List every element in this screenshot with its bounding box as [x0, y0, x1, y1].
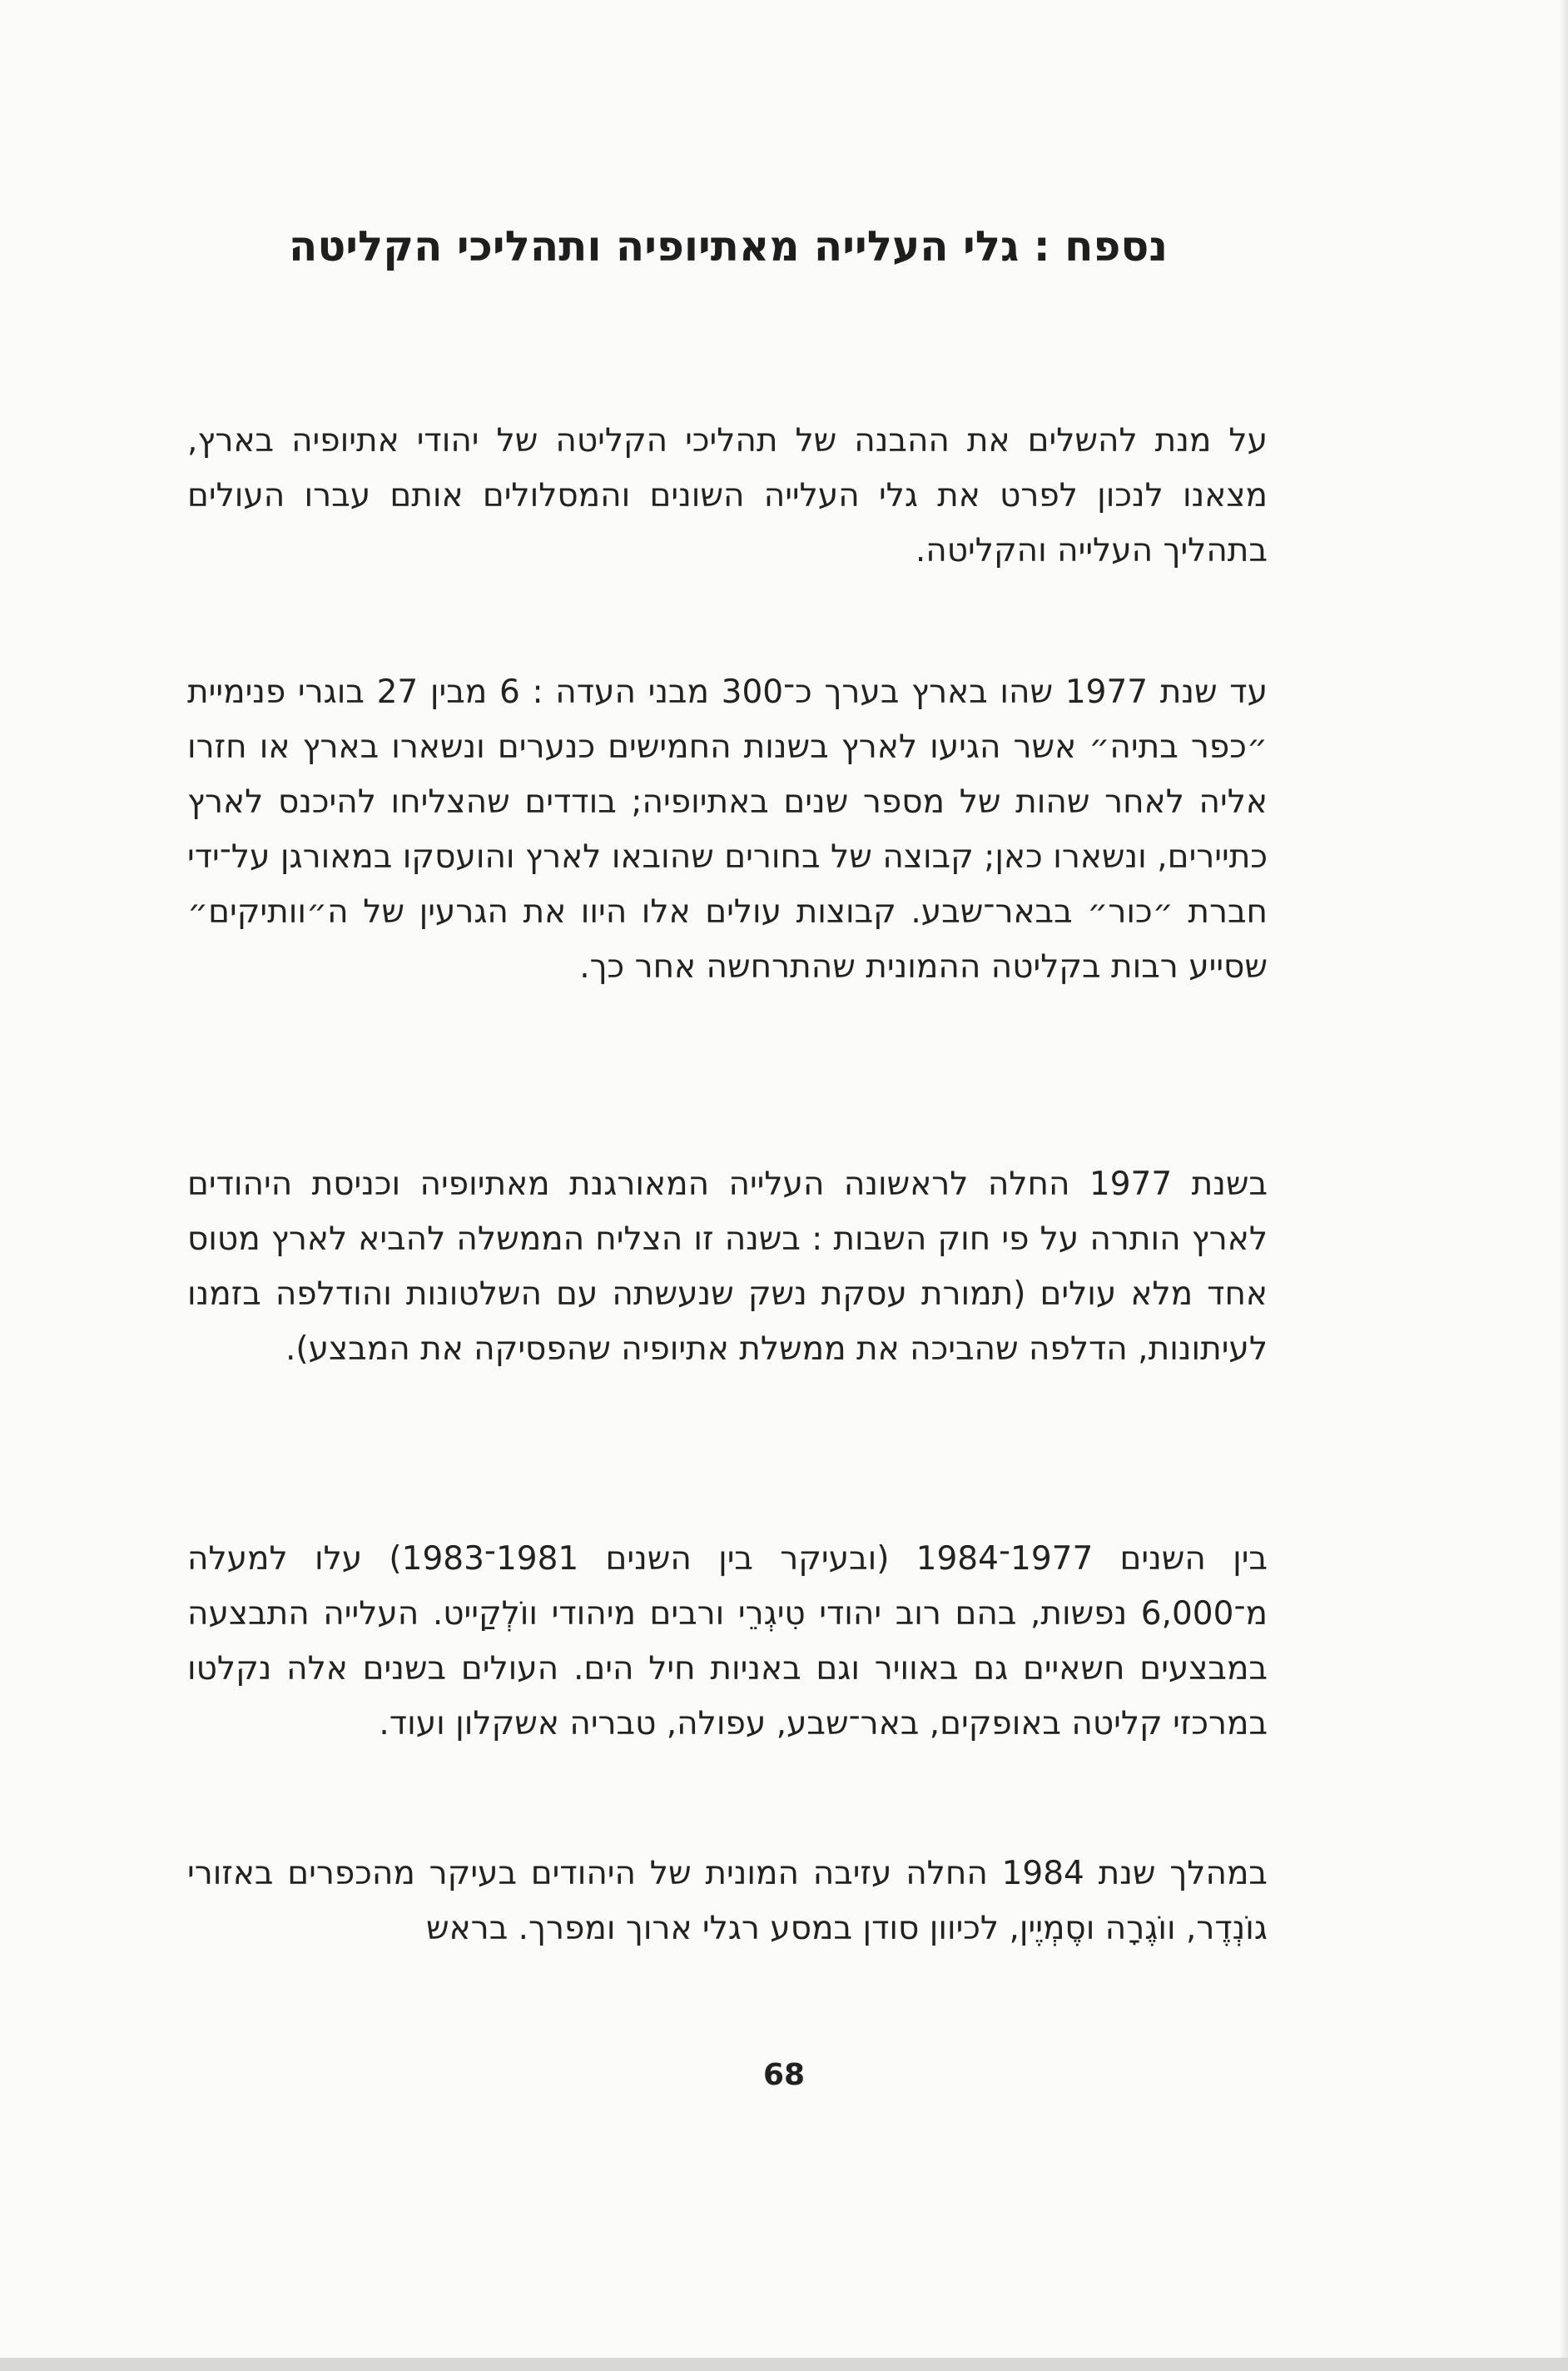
paragraph-until-1977: עד שנת 1977 שהו בארץ בערך כ־300 מבני העדה : 6 מבין 27 בוגרי פנימיית ״כפר בתיה״ אשר הגיעו לארץ בשנות החמישים כנערים ונשארו בארץ או חזרו אליה לאחר שהות של מספר שנים באתיופיה; בודדים שהצליחו להיכנס לארץ כתיירים, ונשארו כאן; קבוצה של בחורים שהובאו לארץ והועסקו במאורגן על־ידי חברת ״כור״ בבאר־שבע. קבוצות עולים אלו היוו את הגרעין של ה״וותיקים״ שסייע רבות בקליטה ההמונית שהתרחשה אחר כך. — [187, 674, 1268, 986]
page-edge-shadow — [1560, 0, 1568, 2371]
page-number: 68 — [762, 2058, 806, 2092]
paragraph-1984: במהלך שנת 1984 החלה עזיבה המונית של היהודים בעיקר מהכפרים באזורי גוֹנְדֶר, ווֹגֶרָה וסֶמְיֶין, לכיוון סודן במסע רגלי ארוך ומפרך. בראש — [187, 1855, 1268, 1947]
paragraph-1977: בשנת 1977 החלה לראשונה העלייה המאורגנת מאתיופיה וכניסת היהודים לארץ הותרה על פי חוק השבות : בשנה זו הצליח הממשלה להביא לארץ מטוס אחד מלא עולים (תמורת עסקת נשק שנעשתה עם השלטונות והודלפה בזמנו לעיתונות, הדלפה שהביכה את ממשלת אתיופיה שהפסיקה את המבצע). — [187, 1166, 1268, 1368]
paragraph-1977-1984: בין השנים 1977־1984 (ובעיקר בין השנים 1981־1983) עלו למעלה מ־6,000 נפשות, בהם רוב יהודי טִיגְרֵי ורבים מיהודי ווֹלְקַייט. העלייה התבצעה במבצעים חשאיים גם באוויר וגם באניות חיל הים. העולים בשנים אלה נקלטו במרכזי קליטה באופקים, באר־שבע, עפולה, טבריה אשקלון ועוד. — [187, 1540, 1268, 1742]
page-bottom-edge — [0, 2358, 1568, 2371]
paragraph-intro: על מנת להשלים את ההבנה של תהליכי הקליטה של יהודי אתיופיה בארץ, מצאנו לנכון לפרט את גלי העלייה השונים והמסלולים אותם עברו העולים בתהליך העלייה והקליטה. — [187, 422, 1268, 569]
page-heading: נספח : גלי העלייה מאתיופיה ותהליכי הקליטה — [288, 222, 1169, 271]
